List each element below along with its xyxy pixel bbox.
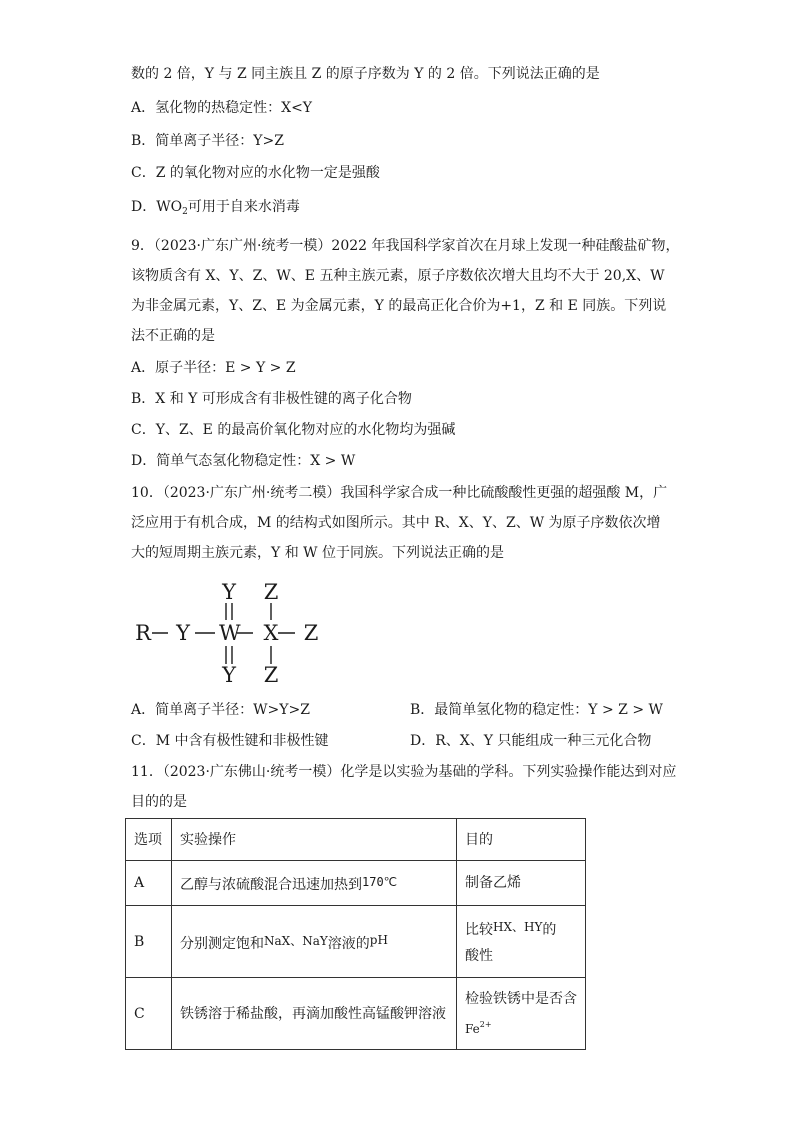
- q8-stem-tail: 数的 2 倍，Y 与 Z 同主族且 Z 的原子序数为 Y 的 2 倍。下列说法正确的是: [131, 66, 600, 82]
- row-b-purpose: [457, 906, 586, 978]
- row-c-purpose: [457, 978, 586, 1050]
- atom-z-right: Z: [303, 621, 319, 645]
- q10-option-b: B．最简单氢化物的稳定性：Y > Z > W: [410, 702, 663, 718]
- q10-option-c: C．M 中含有极性键和非极性键: [131, 733, 329, 749]
- table-row: [126, 861, 586, 906]
- row-b-purpose-post: 的: [542, 922, 557, 938]
- atom-w: W: [219, 621, 241, 645]
- table-header-row: [126, 819, 586, 861]
- row-b-ph: pH: [369, 932, 388, 947]
- row-c-purpose-line-1: 检验铁锈中是否含: [465, 990, 577, 1007]
- q8-option-a: A．氢化物的热稳定性：X<Y: [131, 100, 313, 116]
- q9-option-a: A．原子半径：E > Y > Z: [131, 360, 296, 376]
- q9-option-c: C．Y、Z、E 的最高价氧化物对应的水化物均为强碱: [131, 422, 456, 438]
- atom-r: R: [135, 621, 151, 645]
- row-c-charge: 2+: [479, 1019, 492, 1029]
- q8-option-d-text: 可用于自来水消毒: [187, 199, 300, 215]
- q9-stem-line-4: 法不正确的是: [131, 328, 215, 344]
- structural-formula: [131, 578, 331, 688]
- q10-option-a: A．简单离子半径：W>Y>Z: [131, 702, 310, 718]
- row-a-option: A: [126, 861, 172, 906]
- row-b-operation-mid: 溶液的: [327, 935, 370, 952]
- q8-option-d-formula: WO: [156, 199, 183, 215]
- q8-option-d-subscript: 2: [182, 207, 188, 217]
- table-row: [126, 978, 586, 1050]
- q8-option-b: B．简单离子半径：Y>Z: [131, 133, 284, 149]
- q9-stem-line-3: 为非金属元素，Y、Z、E 为金属元素，Y 的最高正化合价为+1，Z 和 E 同族。下列说: [131, 298, 667, 314]
- q11-stem-line-1: 11．（2023·广东佛山·统考一模）化学是以实验为基础的学科。下列实验操作能达到对应: [131, 764, 677, 780]
- header-option: 选项: [126, 819, 172, 861]
- row-b-purpose-line-1: [465, 914, 577, 943]
- q10-stem-line-1: 10．（2023·广东广州·统考二模）我国科学家合成一种比硫酸酸性更强的超强酸 M，广: [131, 485, 668, 501]
- q10-option-d: D．R、X、Y 只能组成一种三元化合物: [410, 733, 652, 749]
- q8-option-c: C．Z 的氧化物对应的水化物一定是强酸: [131, 165, 380, 181]
- q9-option-b: B．X 和 Y 可形成含有非极性键的离子化合物: [131, 391, 412, 407]
- row-c-ion: Fe: [465, 1021, 480, 1036]
- q9-stem-line-1: 9．（2023·广东广州·统考一模）2022 年我国科学家首次在月球上发现一种硅酸盐矿物，: [131, 238, 680, 254]
- q10-stem-line-3: 大的短周期主族元素，Y 和 W 位于同族。下列说法正确的是: [131, 545, 504, 561]
- header-purpose: 目的: [457, 819, 586, 861]
- q8-option-d-label: D．: [131, 199, 157, 215]
- atom-x: X: [263, 621, 279, 645]
- table-row: [126, 906, 586, 978]
- q10-stem-line-2: 泛应用于有机合成，M 的结构式如图所示。其中 R、X、Y、Z、W 为原子序数依次增: [131, 515, 661, 531]
- header-operation: 实验操作: [172, 819, 457, 861]
- q9-stem-line-2: 该物质含有 X、Y、Z、W、E 五种主族元素，原子序数依次增大且均不大于 20,X、W: [131, 268, 665, 284]
- atom-y-bottom: Y: [222, 663, 236, 687]
- row-b-operation: [172, 906, 457, 978]
- row-a-operation: [172, 861, 457, 906]
- row-b-purpose-pre: 比较: [465, 922, 493, 938]
- row-b-purpose-line-2: 酸性: [465, 948, 493, 964]
- q8-option-d: [131, 197, 300, 222]
- row-b-reagents: NaX、NaY: [264, 933, 328, 948]
- q11-stem-line-2: 目的的是: [131, 794, 187, 810]
- row-b-operation-pre: 分别测定饱和: [180, 935, 264, 952]
- row-a-purpose: 制备乙烯: [457, 861, 586, 906]
- q9-option-d: D．简单气态氢化物稳定性：X > W: [131, 453, 356, 469]
- experiment-table: [125, 818, 586, 1050]
- row-c-purpose-line-2: [465, 1012, 577, 1042]
- row-b-acids: HX、HY: [493, 920, 543, 934]
- atom-z-top: Z: [263, 580, 279, 604]
- atom-y-top: Y: [222, 580, 236, 604]
- row-a-operation-text: 乙醇与浓硫酸混合迅速加热到: [180, 876, 362, 893]
- atom-y-left: Y: [176, 621, 190, 645]
- row-c-option: C: [126, 978, 172, 1050]
- row-a-temperature: 170℃: [362, 874, 398, 889]
- row-c-operation: 铁锈溶于稀盐酸，再滴加酸性高锰酸钾溶液: [172, 978, 457, 1050]
- atom-z-bottom: Z: [263, 663, 279, 687]
- row-b-option: B: [126, 906, 172, 978]
